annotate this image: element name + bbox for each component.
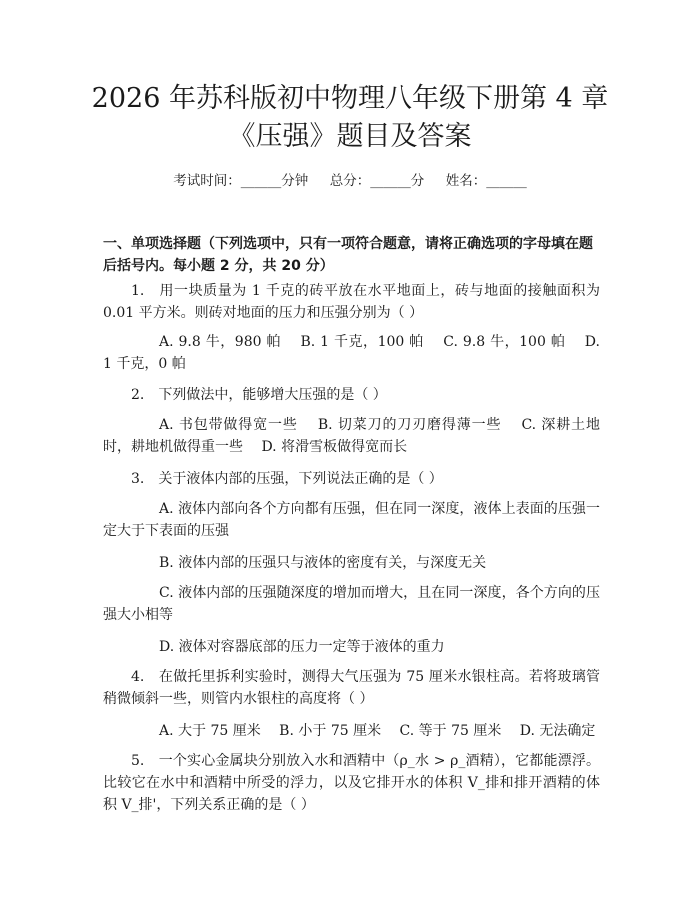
question-5-stem: 5. 一个实心金属块分别放入水和酒精中（ρ_水 > ρ_酒精），它都能漂浮。比较它在水中和酒精中所受的浮力，以及它排开水的体积 V_排和排开酒精的体积 V_排'，下列关系正确的是（ ） <box>103 753 600 813</box>
exam-info-line: 考试时间：______分钟 总分：______分 姓名：______ <box>173 173 527 189</box>
question-3-option-c: C. 液体内部的压强随深度的增加而增大，且在同一深度，各个方向的压强大小相等 <box>103 585 600 623</box>
question-1-options: A. 9.8 牛，980 帕 B. 1 千克，100 帕 C. 9.8 牛，100 帕 D. 1 千克，0 帕 <box>103 334 600 372</box>
question-4-options: A. 大于 75 厘米 B. 小于 75 厘米 C. 等于 75 厘米 D. 无法确定 <box>159 723 596 739</box>
question-3-option-b: B. 液体内部的压强只与液体的密度有关，与深度无关 <box>159 555 487 571</box>
question-4-stem: 4. 在做托里拆利实验时，测得大气压强为 75 厘米水银柱高。若将玻璃管稍微倾斜一些，则管内水银柱的高度将（ ） <box>103 669 600 707</box>
question-2-stem: 2. 下列做法中，能够增大压强的是（ ） <box>131 387 387 403</box>
document-title-line-1: 2026 年苏科版初中物理八年级下册第 4 章 <box>91 83 609 114</box>
question-1-stem: 1. 用一块质量为 1 千克的砖平放在水平地面上，砖与地面的接触面积为 0.01 平方米。则砖对地面的压力和压强分别为（ ） <box>103 283 600 321</box>
question-3-stem: 3. 关于液体内部的压强，下列说法正确的是（ ） <box>131 471 443 487</box>
question-2-options: A. 书包带做得宽一些 B. 切菜刀的刀刃磨得薄一些 C. 深耕土地时，耕地机做得重一些 D. 将滑雪板做得宽而长 <box>103 417 600 455</box>
document-title-line-2: 《压强》题目及答案 <box>228 121 472 152</box>
section-heading: 一、单项选择题（下列选项中，只有一项符合题意，请将正确选项的字母填在题后括号内。每小题 2 分，共 20 分） <box>103 236 593 274</box>
question-3-option-d: D. 液体对容器底部的压力一定等于液体的重力 <box>159 639 445 655</box>
question-3-option-a: A. 液体内部向各个方向都有压强，但在同一深度，液体上表面的压强一定大于下表面的压强 <box>103 501 600 539</box>
